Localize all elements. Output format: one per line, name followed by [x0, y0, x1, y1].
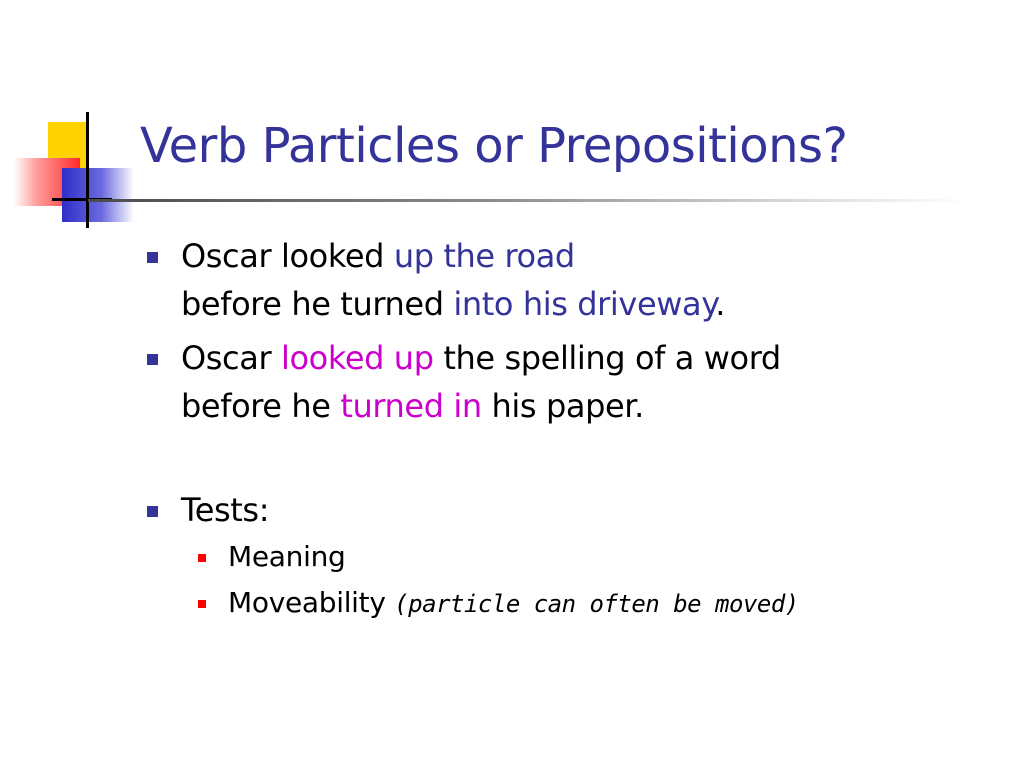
sub-bullet-label: Moveability	[228, 586, 386, 619]
sub-bullet-marker	[198, 600, 206, 608]
title-divider	[88, 199, 968, 202]
sub-bullet-2	[181, 580, 1006, 627]
sub-bullet-list	[181, 534, 1006, 627]
bullet-3	[146, 486, 1006, 534]
bullet-1-line-1	[181, 232, 1006, 280]
slide-body	[146, 232, 1006, 627]
slide-logo	[0, 0, 150, 240]
preposition-phrase: into his driveway	[453, 285, 716, 323]
bullet-marker	[147, 252, 158, 263]
text: his paper.	[481, 387, 644, 425]
text: the spelling of a word	[433, 339, 781, 377]
text: .	[715, 285, 725, 323]
bullet-1-line-2	[181, 280, 1006, 328]
text: before he	[181, 387, 341, 425]
spacer	[146, 430, 1006, 486]
bullet-2-line-2	[181, 382, 1006, 430]
text: before he turned	[181, 285, 454, 323]
bullet-3-label: Tests:	[181, 491, 270, 529]
bullet-marker	[147, 354, 158, 365]
sub-bullet-1	[181, 534, 1006, 580]
verb-particle-phrase: looked up	[281, 339, 434, 377]
sub-bullet-note: (particle can often be moved)	[394, 590, 799, 618]
bullet-marker	[147, 506, 158, 517]
logo-vertical-line	[86, 112, 89, 228]
sub-bullet-label: Meaning	[228, 540, 346, 573]
bullet-1	[146, 232, 1006, 328]
verb-particle-phrase: turned in	[340, 387, 482, 425]
bullet-2	[146, 334, 1006, 430]
logo-blue-square	[62, 168, 134, 222]
bullet-2-line-1	[181, 334, 1006, 382]
slide-title: Verb Particles or Prepositions?	[140, 118, 848, 174]
text: Oscar	[181, 339, 281, 377]
text: Oscar looked	[181, 237, 394, 275]
sub-bullet-marker	[198, 554, 206, 562]
preposition-phrase: up the road	[393, 237, 575, 275]
